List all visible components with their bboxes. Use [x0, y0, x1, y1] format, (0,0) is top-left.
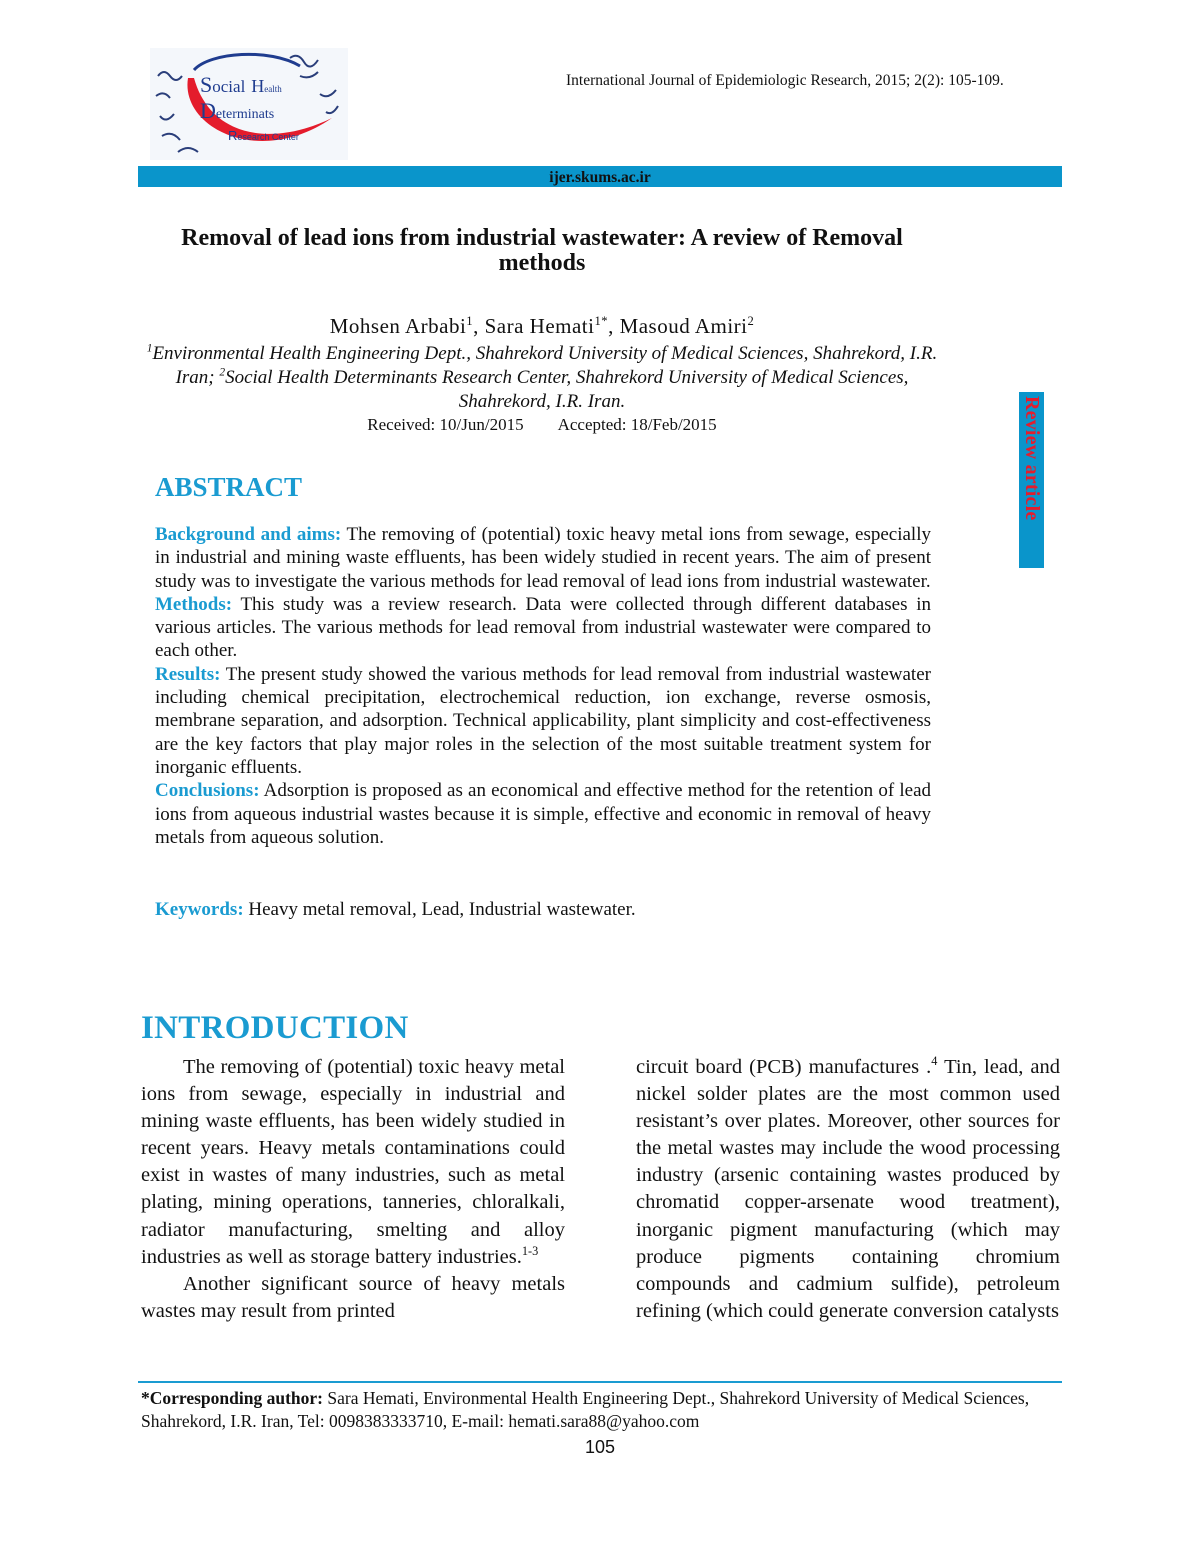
author-affiliation-mark: 1* [594, 314, 609, 328]
corresponding-author-note [141, 1387, 1062, 1433]
keywords-text: Heavy metal removal, Lead, Industrial wastewater. [248, 899, 636, 920]
intro-paragraph-3 [636, 1054, 1060, 1325]
article-dates [140, 415, 944, 435]
author-affiliations [140, 342, 944, 414]
corresponding-label: *Corresponding author: [141, 1388, 323, 1408]
intro-column-left [141, 1054, 565, 1325]
journal-citation: International Journal of Epidemiologic Research, 2015; 2(2): 105-109. [566, 72, 1004, 89]
abstract-methods [155, 593, 931, 663]
corresponding-text: Sara Hemati, Environmental Health Engineering Dept., Shahrekord University of Medical Sciences, Shahrekord, I.R. Iran, Tel: 0098383333710, E-mail: hemati.sara88@yahoo.com [141, 1388, 1030, 1431]
article-type-label: Review article [1021, 396, 1043, 521]
abstract-heading: ABSTRACT [155, 472, 303, 502]
intro-column-right [636, 1054, 1060, 1325]
footer-divider [138, 1381, 1062, 1383]
conclusions-text: Adsorption is proposed as an economical and effective method for the retention of lead ions from aqueous industrial wastes because it is simple, effective and economic in removal of heavy metals from aqueous solution. [155, 780, 931, 848]
background-label: Background and aims: [155, 524, 342, 545]
research-center-logo [150, 48, 348, 160]
logo-text-line3: Research Center [228, 128, 299, 143]
methods-text: This study was a review research. Data were collected through different databases in various articles. The various methods for lead removal from industrial wastewater were compared to each other. [155, 593, 931, 662]
intro-paragraph-1 [141, 1054, 565, 1271]
page-number: 105 [584, 1437, 616, 1457]
logo-graphic [150, 48, 348, 160]
affiliation-mark: 2 [219, 366, 226, 379]
logo-text-line1: Social Health [200, 72, 282, 97]
intro-p3-text-a: circuit board (PCB) manufactures . [636, 1056, 932, 1078]
affiliation-mark: 1 [146, 342, 153, 355]
background-text: The removing of (potential) toxic heavy metal ions from sewage, especially in industrial and mining waste effluents, has been widely studied in recent years. The aim of present study was to investigate the various methods for lead removal of lead ions from industrial wastewater. [155, 524, 931, 592]
affiliation-1: Environmental Health Engineering Dept., Shahrekord University of Medical Sciences, Shahrekord, I.R. Iran; [152, 343, 938, 388]
author-name: Sara Hemati [484, 314, 595, 338]
journal-website-bar [138, 166, 1062, 187]
author-list: Mohsen Arbabi$^1$, Sara Hemati$^{1*}$, Masoud Amiri$^2$ [329, 314, 755, 338]
keywords-label: Keywords: [155, 899, 244, 920]
logo-text-line2: Determinats [200, 98, 275, 123]
results-label: Results: [155, 663, 221, 685]
citation-ref: 4 [931, 1054, 938, 1069]
author-name: Masoud Amiri [619, 314, 748, 338]
author-affiliation-mark: 2 [747, 314, 755, 328]
article-type-tab [1019, 392, 1044, 568]
intro-p3-text-b: Tin, lead, and nickel solder plates are the most common used resistant’s over plates. Moreover, other sources for the metal wastes may include the wood processing industry (arsenic containing wastes produced by chromatid copper-arsenate wood treatment), inorganic pigment manufacturing (which may produce pigments containing chromium compounds and cadmium sulfide), petroleum refining (which could generate conversion catalysts [636, 1056, 1060, 1322]
article-title: Removal of lead ions from industrial wastewater: A review of Removal methods [181, 225, 903, 276]
abstract-background [155, 523, 931, 593]
introduction-heading: INTRODUCTION [141, 1010, 409, 1046]
author-name: Mohsen Arbabi [329, 314, 467, 338]
abstract-results [155, 663, 931, 779]
journal-website[interactable]: ijer.skums.ac.ir [549, 169, 651, 186]
results-text: The present study showed the various methods for lead removal from industrial wastewater including chemical precipitation, electrochemical reduction, ion exchange, reverse osmosis, membrane separation, and adsorption. Technical applicability, plant simplicity and cost-effectiveness are the key factors that play major roles in the selection of the most suitable treatment system for inorganic effluents. [155, 663, 931, 778]
abstract-body [155, 523, 931, 849]
received-date: Received: 10/Jun/2015 [367, 415, 524, 434]
author-affiliation-mark: 1 [466, 314, 474, 328]
conclusions-label: Conclusions: [155, 780, 260, 802]
accepted-date: Accepted: 18/Feb/2015 [557, 415, 717, 434]
citation-ref: 1-3 [521, 1243, 539, 1258]
intro-p1-text: The removing of (potential) toxic heavy metal ions from sewage, especially in industrial and mining waste effluents, has been widely studied in recent years. Heavy metals contaminations could exist in wastes of many industries, such as metal plating, mining operations, tanneries, chloralkali, radiator manufacturing, smelting and alloy industries as well as storage battery industries. [141, 1056, 565, 1268]
intro-paragraph-2: Another significant source of heavy metals wastes may result from printed [141, 1272, 565, 1322]
methods-label: Methods: [155, 593, 233, 615]
keywords [155, 899, 636, 921]
affiliation-2: Social Health Determinants Research Center, Shahrekord University of Medical Sciences, Shahrekord, I.R. Iran. [225, 367, 909, 412]
abstract-conclusions [155, 779, 931, 849]
